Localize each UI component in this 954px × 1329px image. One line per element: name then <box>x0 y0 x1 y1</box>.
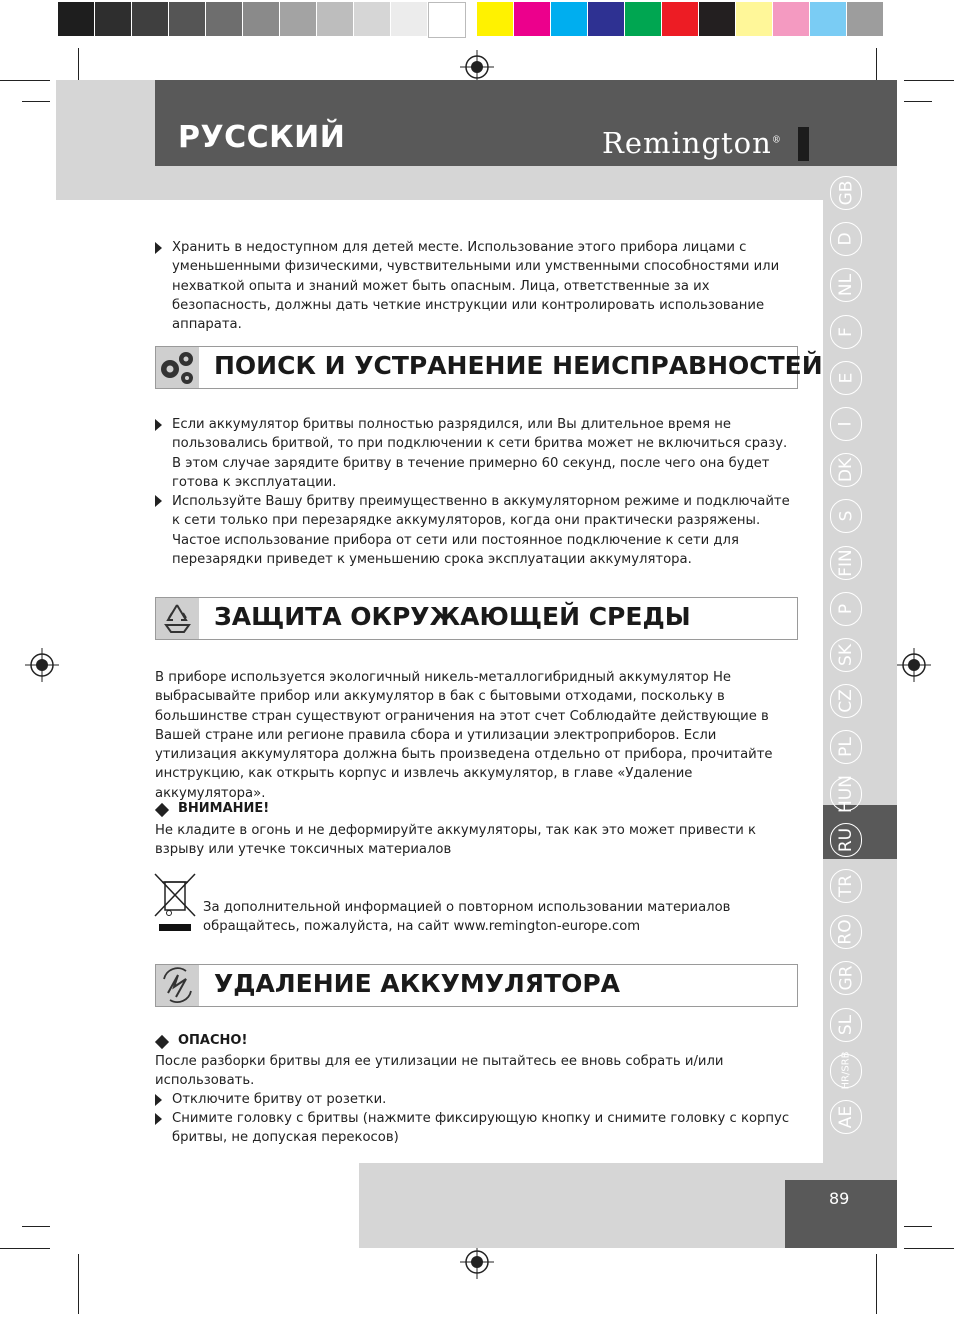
danger-text: После разборки бритвы для ее утилизации не пытайтесь ее вновь собрать и/или использовать. <box>155 1054 724 1089</box>
color-swatch <box>477 2 513 36</box>
color-swatch <box>588 2 624 36</box>
battery-bullet: Снимите головку с бритвы (нажмите фиксирующую кнопку и снимите головку с корпус бритвы, не допуская перекосов) <box>172 1111 790 1146</box>
language-tab-i[interactable]: I <box>830 407 862 441</box>
language-tab-sk[interactable]: SK <box>830 638 862 672</box>
color-swatch <box>132 2 168 36</box>
battery-bullet: Отключите бритву от розетки. <box>172 1092 387 1107</box>
gears-icon <box>156 347 199 388</box>
crop-mark <box>904 101 932 102</box>
registration-mark-icon <box>460 50 494 84</box>
warning-diamond-icon <box>155 803 169 817</box>
color-swatch <box>169 2 205 36</box>
page-title: РУССКИЙ <box>178 120 346 155</box>
language-tab-tr[interactable]: TR <box>830 869 862 903</box>
crop-mark <box>0 1248 50 1249</box>
danger-diamond-icon <box>155 1035 169 1049</box>
crop-mark <box>78 1254 79 1314</box>
language-tab-ro[interactable]: RO <box>830 915 862 949</box>
crop-mark <box>904 80 954 81</box>
warning-label: ВНИМАНИЕ! <box>178 801 270 816</box>
troubleshooting-bullet: Используйте Вашу бритву преимущественно в аккумуляторном режиме и подключайте к сети только при перезарядке аккумуляторов, когда они практически разряжены. Частое использование прибора от сети или постоянное подключение к сети для перезарядки приведет к уменьшению срока эксплуатации аккумулятора. <box>172 494 790 567</box>
bullet-arrow-icon <box>155 1113 162 1125</box>
page-number: 89 <box>829 1189 850 1208</box>
language-tab-fin[interactable]: FIN <box>830 546 862 580</box>
crop-mark <box>876 1254 877 1314</box>
warning-text: Не кладите в огонь и не деформируйте аккумуляторы, так как это может привести к взрыву или утечке токсичных материалов <box>155 823 757 858</box>
language-tab-gb[interactable]: GB <box>830 176 862 210</box>
color-swatch <box>662 2 698 36</box>
language-tab-sl[interactable]: SL <box>830 1008 862 1042</box>
section-battery-header <box>155 964 798 1007</box>
color-swatch <box>625 2 661 36</box>
color-swatch <box>847 2 883 36</box>
troubleshooting-bullet: Если аккумулятор бритвы полностью разрядился, или Вы длительное время не пользовались бритвой, то при подключении к сети бритва может не включиться сразу. В этом случае зарядите бритву в течение примерно 60 секунд, после чего она будет готова к эксплуатации. <box>172 417 788 490</box>
bullet-arrow-icon <box>155 419 162 431</box>
color-swatch <box>317 2 353 36</box>
color-swatch <box>699 2 735 36</box>
color-swatch <box>391 2 427 36</box>
language-tab-d[interactable]: D <box>830 222 862 256</box>
page-number-box <box>785 1180 897 1248</box>
bullet-arrow-icon <box>155 495 162 507</box>
color-swatch <box>206 2 242 36</box>
color-swatch <box>58 2 94 36</box>
registration-mark-icon <box>25 648 59 682</box>
registration-mark-icon <box>897 648 931 682</box>
bullet-arrow-icon <box>155 1094 162 1106</box>
section-title: УДАЛЕНИЕ АККУМУЛЯТОРА <box>214 969 620 998</box>
color-swatch <box>243 2 279 36</box>
language-tab-p[interactable]: P <box>830 592 862 626</box>
recycle-info-text: За дополнительной информацией о повторном использовании материалов обращайтесь, пожалуйста, на сайт www.remington-europe.com <box>203 900 731 935</box>
language-tab-ae[interactable]: AE <box>830 1100 862 1134</box>
color-swatch <box>551 2 587 36</box>
color-swatch <box>736 2 772 36</box>
section-title: ПОИСК И УСТРАНЕНИЕ НЕИСПРАВНОСТЕЙ <box>214 351 823 380</box>
brand-logo: Remington® <box>602 126 782 160</box>
color-swatch <box>773 2 809 36</box>
color-swatch <box>514 2 550 36</box>
intro-bullet-text: Хранить в недоступном для детей месте. Использование этого прибора лицами с уменьшенными физическими, чувствительными или умственными способностями или нехваткой опыта и знаний может быть опасным. Лица, ответственные за их безопасность, должны дать четкие инструкции или контролировать использование аппарата. <box>172 240 780 333</box>
language-tab-s[interactable]: S <box>830 499 862 533</box>
recycle-icon <box>156 598 199 639</box>
language-tab-e[interactable]: E <box>830 361 862 395</box>
language-tab-dk[interactable]: DK <box>830 453 862 487</box>
language-tab-nl[interactable]: NL <box>830 268 862 302</box>
language-tab-hun[interactable]: HUN <box>830 777 862 811</box>
language-tab-hr-srb[interactable]: HR/SRB <box>830 1054 862 1088</box>
section-troubleshooting-header <box>155 346 823 389</box>
language-tab-cz[interactable]: CZ <box>830 684 862 718</box>
color-swatch <box>810 2 846 36</box>
language-tab-pl[interactable]: PL <box>830 730 862 764</box>
crop-mark <box>22 101 50 102</box>
section-environment-header <box>155 597 798 640</box>
crop-mark <box>22 1226 50 1227</box>
brand-logo-bar <box>798 127 809 161</box>
section-title: ЗАЩИТА ОКРУЖАЮЩЕЙ СРЕДЫ <box>214 602 691 631</box>
battery-removal-icon <box>156 965 199 1006</box>
registration-mark-icon <box>460 1245 494 1279</box>
crop-mark <box>0 80 50 81</box>
crop-mark <box>904 1248 954 1249</box>
language-tab-ru[interactable]: RU <box>830 823 862 857</box>
color-swatch <box>95 2 131 36</box>
danger-label: ОПАСНО! <box>178 1033 248 1048</box>
language-tab-f[interactable]: F <box>830 315 862 349</box>
crossed-bin-icon <box>153 872 197 934</box>
language-tab-gr[interactable]: GR <box>830 961 862 995</box>
color-swatch <box>280 2 316 36</box>
environment-text: В приборе используется экологичный никель-металлогибридный аккумулятор Не выбрасывайте прибор или аккумулятор в бак с бытовыми отходами, поскольку в большинстве стран существуют ограничения на этот счет Соблюдайте действующие в Вашей стране или регионе правила сбора и утилизации электроприборов. Если утилизация аккумулятора должна быть произведена отдельно от прибора, прочитайте инструкцию, как открыть корпус и извлечь аккумулятор, в главе «Удаление аккумулятора». <box>155 670 773 801</box>
crop-mark <box>904 1226 932 1227</box>
bullet-arrow-icon <box>155 242 162 254</box>
color-swatch <box>354 2 390 36</box>
color-swatch <box>428 2 466 38</box>
